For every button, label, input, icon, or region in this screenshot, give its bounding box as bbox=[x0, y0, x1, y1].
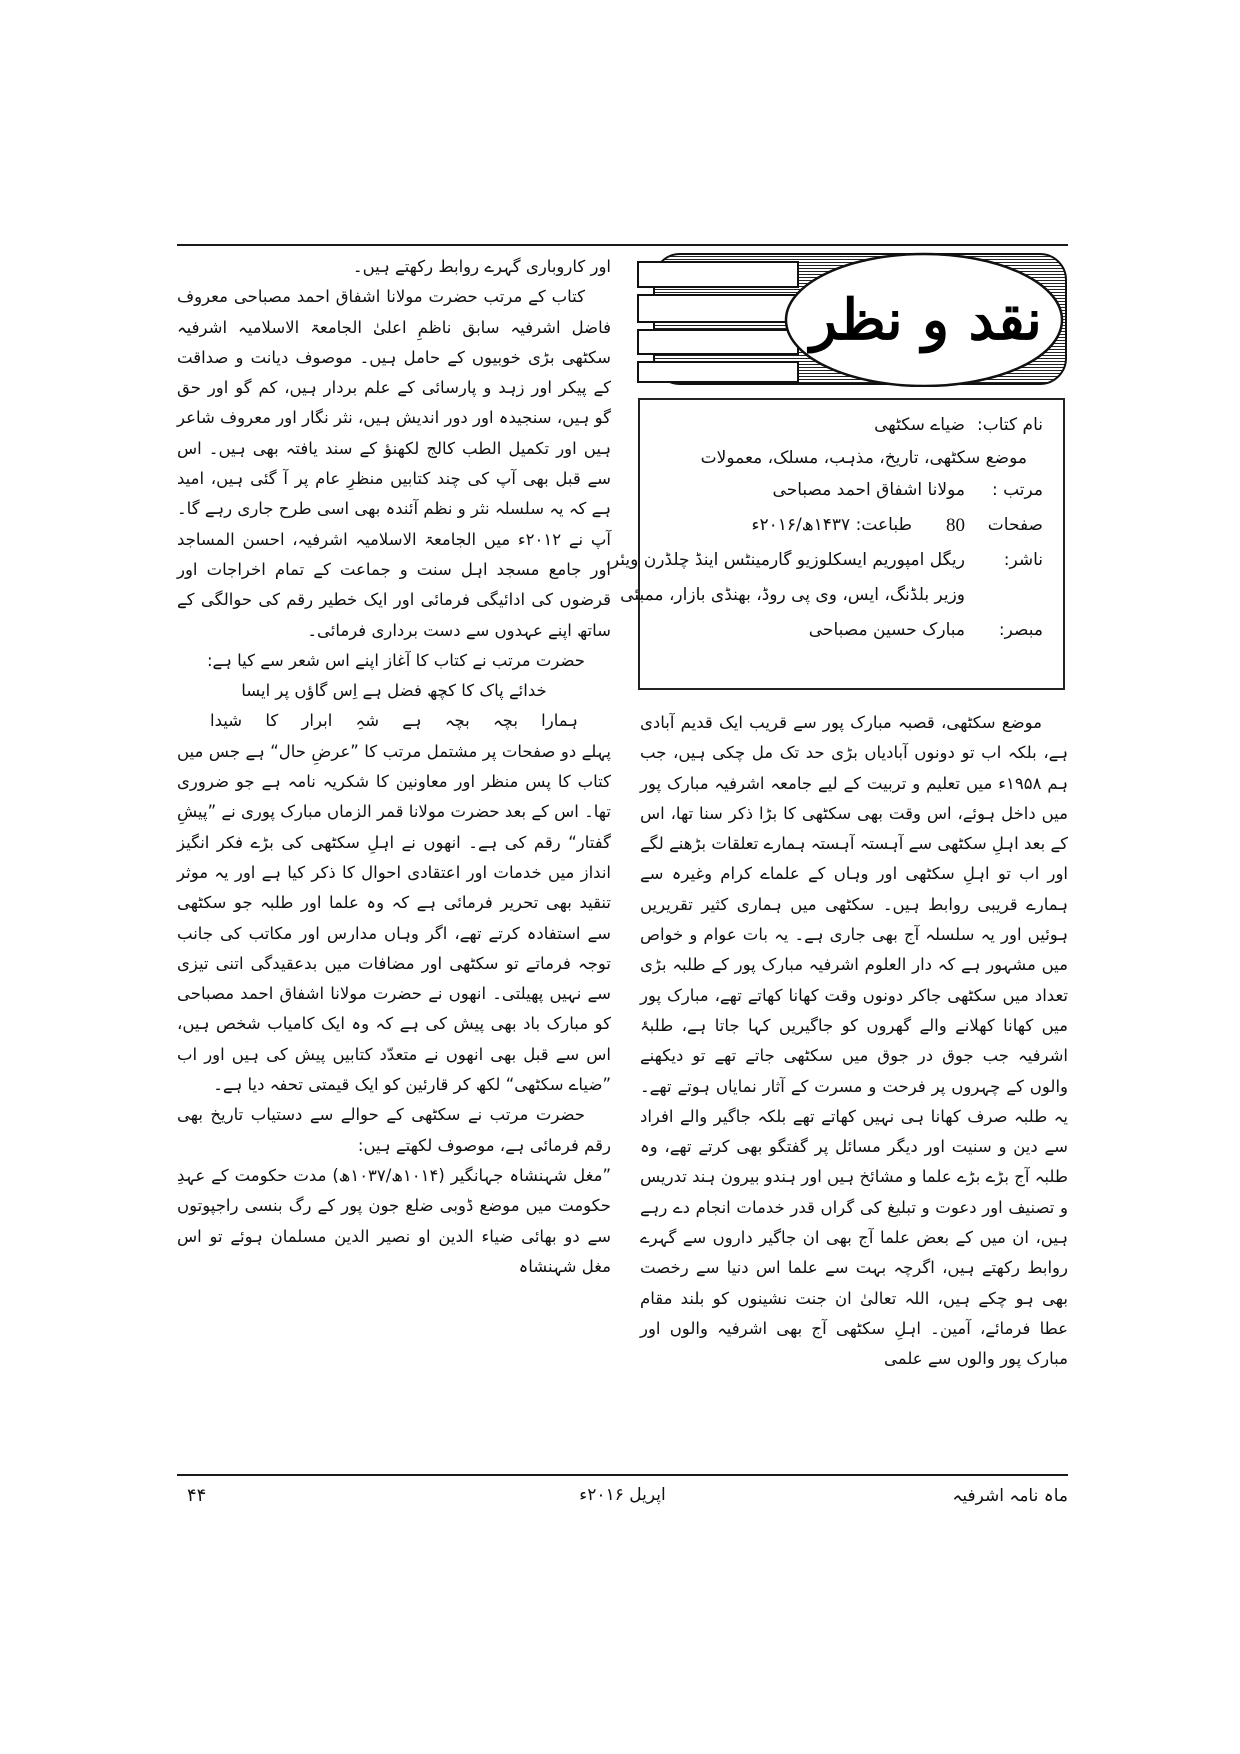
verse-block bbox=[177, 676, 611, 737]
bottom-rule bbox=[177, 1474, 1068, 1476]
pages-label: صفحات bbox=[987, 515, 1043, 535]
pages-row bbox=[654, 508, 1043, 543]
body-paragraph-verse-intro: حضرت مرتب نے کتاب کا آغاز اپنے اس شعر سے کیا ہے: bbox=[206, 650, 585, 670]
book-title-row bbox=[654, 408, 1043, 443]
page-footer bbox=[177, 1485, 1068, 1515]
page-number: ۴۴ bbox=[187, 1485, 207, 1506]
continuation-line: اور کاروباری گہرے روابط رکھتے ہیں۔ bbox=[352, 257, 611, 276]
section-banner bbox=[636, 250, 1068, 387]
reviewer-value: مبارک حسین مصباحی bbox=[808, 620, 965, 640]
publisher-address-row bbox=[620, 578, 1043, 613]
publisher-line2: وزیر بلڈنگ، ایس، وی پی روڈ، بھنڈی بازار، ممبئی bbox=[620, 585, 965, 605]
compiler-label: مرتب : bbox=[991, 480, 1043, 500]
compiler-value: مولانا اشفاق احمد مصباحی bbox=[772, 480, 965, 500]
top-rule bbox=[177, 244, 1068, 246]
body-paragraph-arz-e-haal: پہلے دو صفحات پر مشتمل مرتب کا ”عرضِ حال“ ہے جس میں کتاب کا پس منظر اور معاونین کا شکریہ نامہ ہے جو ضروری تھا۔ اس کے بعد حضرت مولانا قمر الزماں مبارک پوری نے ”پیشِ گفتار“ رقم کی ہے۔ انھوں نے اہلِ سکٹھی کی بڑے فکر انگیز انداز میں خدمات اور اعتقادی احوال کا ذکر کیا ہے اور یہ موثر تنقید بھی تحریر فرمائی ہے کہ وہ علما اور طلبہ جو سکٹھی سے استفادہ کرتے تھے، اگر وہاں مدارس اور مکاتب کی جانب توجہ فرماتے تو سکٹھی اور مضافات میں بدعقیدگی اتنی تیزی سے نہیں پھیلتی۔ انھوں نے حضرت مولانا اشفاق احمد مصباحی کو مبارک باد بھی پیش کی ہے کہ وہ ایک کامیاب شخص ہیں، اس سے قبل بھی انھوں نے متعدّد کتابیں پیش کی ہیں اور اب ”ضیاے سکٹھی“ لکھ کر قارئین کو ایک قیمتی تحفہ دیا ہے۔ bbox=[177, 741, 611, 1095]
issue-date: اپریل ۲۰۱۶ء bbox=[579, 1485, 666, 1505]
book-title-value: ضیاے سکٹھی bbox=[874, 415, 965, 435]
verse-line: ہمارا بچہ بچہ ہے شہِ ابرار کا شیدا bbox=[210, 711, 578, 731]
publisher-row bbox=[605, 543, 1043, 578]
body-paragraph: موضع سکٹھی، قصبہ مبارک پور سے قریب ایک قدیم آبادی ہے، بلکہ اب تو دونوں آبادیاں بڑی حد تک مل چکی ہیں، جب ہم ۱۹۵۸ء میں تعلیم و تربیت کے لیے جامعہ اشرفیہ مبارک پور میں داخل ہوئے، اس وقت بھی سکٹھی کا بڑا ذکر سنا تھا، اس کے بعد اہلِ سکٹھی سے آہستہ آہستہ ہمارے تعلقات بڑھنے لگے اور اب تو اہلِ سکٹھی اور وہاں کے علماے کرام وغیرہ سے ہمارے قریبی روابط ہیں۔ سکٹھی میں ہماری کثیر تقریریں ہوئیں اور یہ سلسلہ آج بھی جاری ہے۔ یہ بات عوام و خواص میں مشہور ہے کہ دار العلوم اشرفیہ مبارک پور کے طلبہ بڑی تعداد میں سکٹھی جاکر دونوں وقت کھانا کھاتے تھے، مبارک پور میں کھانا کھلانے والے گھروں کو جاگیریں کہا جاتا ہے، طلبۂ اشرفیہ جب جوق در جوق میں سکٹھی جاتے تھے تو دیکھنے والوں کے چہروں پر فرحت و مسرت کے آثار نمایاں ہوتے تھے۔ یہ طلبہ صرف کھانا ہی نہیں کھاتے تھے بلکہ جاگیر والے افراد سے دین و سنیت اور دیگر مسائل پر گفتگو بھی کرتے تھے، وہ طلبہ آج بڑے بڑے علما و مشائخ ہیں اور ہندو بیرون ہند تدریس و تصنیف اور دعوت و تبلیغ کی گراں قدر خدمات انجام دے رہے ہیں، ان میں کے بعض علما آج بھی ان جاگیر داروں سے گہرے روابط رکھتے ہیں، اگرچہ بہت سے علما اس دنیا سے رخصت بھی ہو چکے ہیں، اللہ تعالیٰ ان جنت نشینوں کو بلند مقام عطا فرمائے، آمین۔ اہلِ سکٹھی آج بھی اشرفیہ والوں اور مبارک پور والوں سے علمی bbox=[640, 713, 1068, 1369]
book-info-box bbox=[605, 398, 1065, 690]
quotation: ”مغل شہنشاہ جہانگیر (۱۰۱۴ھ/۱۰۳۷ھ) مدت حکومت کے عہدِ حکومت میں موضع ڈوبی ضلع جون پور کے رگ بنسی راجپوتوں سے دو بھائی ضیاء الدین او نصیر الدین مسلمان ہوئے تو اس مغل شہنشاہ bbox=[177, 1165, 611, 1276]
reviewer-label: مبصر: bbox=[998, 620, 1043, 640]
compiler-row bbox=[654, 473, 1043, 508]
book-subtitle: موضع سکٹھی، تاریخ، مذہب، مسلک، معمولات bbox=[700, 448, 1027, 468]
book-title-label: نام کتاب: bbox=[977, 415, 1043, 435]
body-paragraph-history: حضرت مرتب نے سکٹھی کے حوالے سے دستیاب تاریخ بھی رقم فرمائی ہے، موصوف لکھتے ہیں: bbox=[177, 1105, 611, 1155]
body-paragraph-compiler: کتاب کے مرتب حضرت مولانا اشفاق احمد مصباحی معروف فاضل اشرفیہ سابق ناظمِ اعلیٰ الجامعۃ الاسلامیہ اشرفیہ سکٹھی بڑی خوبیوں کے حامل ہیں۔ موصوف دیانت و صداقت کے پیکر اور زہد و پارسائی کے علم بردار ہیں، کم گو اور حق گو ہیں، سنجیدہ اور دور اندیش ہیں، نثر نگار اور معروف شاعر ہیں اور تکمیل الطب کالج لکھنؤ کے سند یافتہ بھی ہیں۔ اس سے قبل بھی آپ کی چند کتابیں منظرِ عام پر آ گئی ہیں، امید ہے کہ یہ سلسلہ نثر و نظم آئندہ بھی اسی طرح جاری رہے گا۔ آپ نے ۲۰۱۲ء میں الجامعۃ الاسلامیہ اشرفیہ، احسن المساجد اور جامع مسجد اہل سنت و جماعت کے تمام اخراجات اور قرضوں کی ادائیگی فرمائی اور ایک خطیر رقم کی حوالگی کے ساتھ اپنے عہدوں سے دست برداری فرمائی۔ bbox=[177, 287, 611, 640]
right-column bbox=[640, 708, 1068, 1375]
magazine-name: ماہ نامہ اشرفیہ bbox=[952, 1486, 1068, 1506]
pages-value: 80 bbox=[946, 515, 965, 536]
publisher-line1: ریگل امپوریم ایسکلوزیو گارمینٹس اینڈ چلڈرن ویئر، bbox=[605, 550, 965, 570]
verse-line: خدائے پاک کا کچھ فضل ہے اِس گاؤں پر ایسا bbox=[241, 681, 547, 701]
left-column bbox=[177, 252, 611, 1282]
printing-date: طباعت: ۱۴۳۷ھ/۲۰۱۶ء bbox=[751, 515, 912, 535]
section-title: نقد و نظر bbox=[810, 287, 1042, 353]
reviewer-row bbox=[654, 613, 1043, 648]
publisher-label: ناشر: bbox=[1003, 550, 1043, 570]
